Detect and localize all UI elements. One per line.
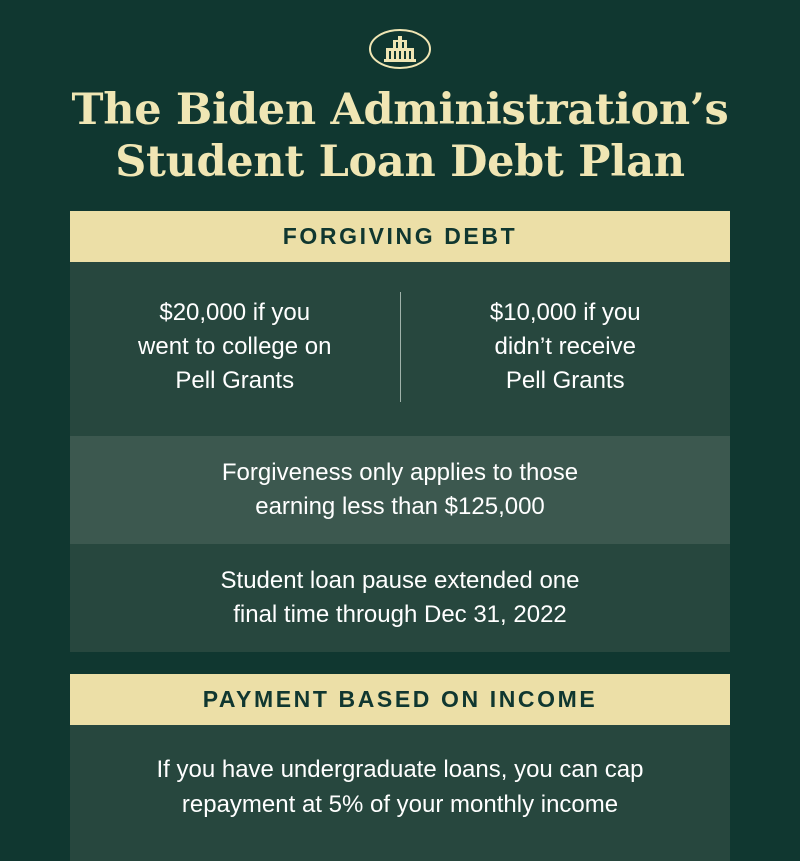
page-title — [0, 84, 800, 189]
section-header-payment-based-on-income: PAYMENT BASED ON INCOME — [70, 674, 730, 725]
forgiveness-amount-columns — [70, 262, 730, 436]
income-limit-line-2: earning less than $125,000 — [255, 493, 545, 521]
loan-pause-line-2: final time through Dec 31, 2022 — [233, 601, 567, 629]
income-limit-note — [70, 436, 730, 544]
title-line-2: Student Loan Debt Plan — [115, 137, 685, 188]
non-pell-line-1: $10,000 if you — [489, 298, 641, 326]
pell-line-1: $20,000 if you — [159, 298, 311, 326]
loan-pause-note — [70, 544, 730, 652]
white-house-seal-icon — [360, 26, 440, 72]
non-pell-grant-amount-column — [401, 288, 731, 406]
non-pell-line-3: Pell Grants — [505, 367, 625, 395]
repayment-line-1: If you have undergraduate loans, you can cap — [156, 756, 644, 784]
non-pell-line-2: didn’t receive — [494, 332, 636, 360]
repayment-line-2: repayment at 5% of your monthly income — [181, 791, 619, 819]
loan-pause-line-1: Student loan pause extended one — [220, 567, 580, 595]
income-limit-line-1: Forgiveness only applies to those — [221, 459, 579, 487]
income-based-repayment-body — [70, 725, 730, 861]
column-divider — [400, 292, 401, 402]
pell-line-3: Pell Grants — [175, 367, 295, 395]
pell-line-2: went to college on — [138, 332, 332, 360]
title-line-1: The Biden Administration’s — [71, 85, 729, 135]
pell-grant-amount-column — [70, 288, 400, 406]
section-header-forgiving-debt: FORGIVING DEBT — [70, 211, 730, 262]
